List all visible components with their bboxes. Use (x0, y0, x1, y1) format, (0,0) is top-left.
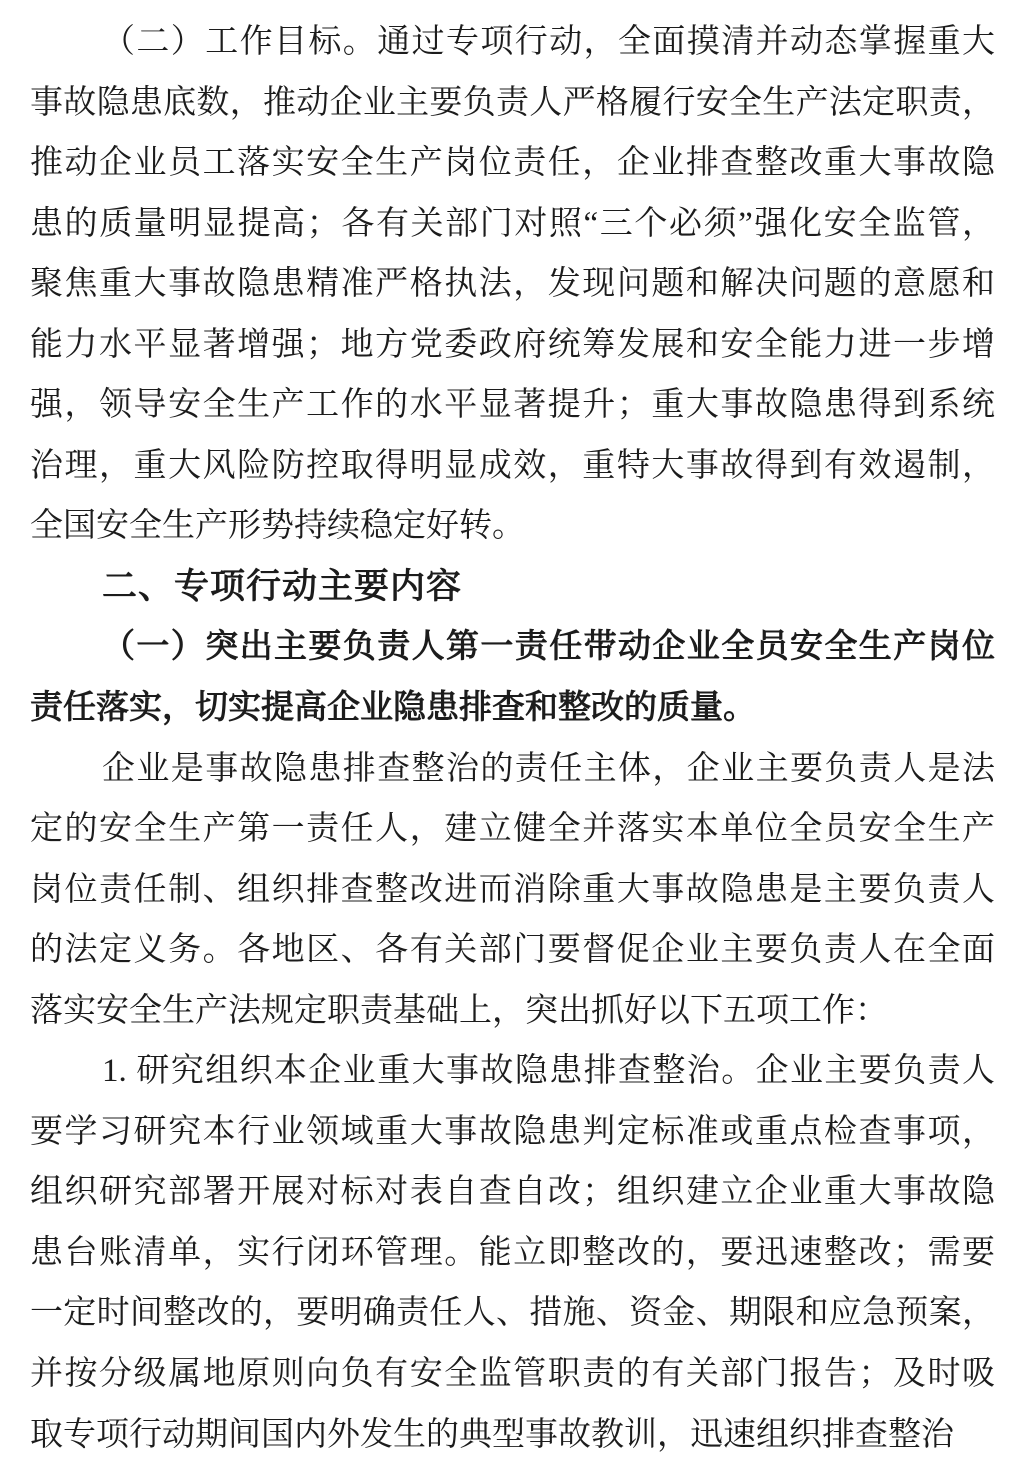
paragraph (30, 739, 995, 1042)
paragraph (30, 12, 995, 557)
paragraph-body-line: （二）工作目标。通过专项行动，全面摸清并动态掌握重大 (102, 24, 995, 60)
paragraph-body-line: 强，领导安全生产工作的水平显著提升；重大事故隐患得到系统 (30, 387, 995, 424)
section-heading (30, 557, 995, 618)
subsection-heading-line: （一）突出主要负责人第一责任带动企业全员安全生产岗位 (102, 629, 995, 666)
paragraph-body-line: 全国安全生产形势持续稳定好转。 (30, 508, 525, 545)
paragraph-body-line: 一定时间整改的，要明确责任人、措施、资金、期限和应急预案， (30, 1295, 995, 1332)
paragraph-body-line: 能力水平显著增强；地方党委政府统筹发展和安全能力进一步增 (30, 326, 995, 363)
paragraph-body-line: 岗位责任制、组织排查整改进而消除重大事故隐患是主要负责人 (30, 871, 995, 908)
paragraph-body-line: 要学习研究本行业领域重大事故隐患判定标准或重点检查事项， (30, 1113, 995, 1150)
paragraph-body-line: 的法定义务。各地区、各有关部门要督促企业主要负责人在全面 (30, 932, 995, 969)
paragraph-body-line: 事故隐患底数，推动企业主要负责人严格履行安全生产法定职责， (30, 84, 995, 121)
paragraph-body-line: 取专项行动期间国内外发生的典型事故教训，迅速组织排查整治 (30, 1416, 954, 1453)
paragraph-body-line: 患的质量明显提高；各有关部门对照“三个必须”强化安全监管， (30, 205, 995, 242)
subsection-heading-line: 责任落实，切实提高企业隐患排查和整改的质量。 (30, 690, 756, 727)
paragraph-body-line: 1. 研究组织本企业重大事故隐患排查整治。企业主要负责人 (102, 1053, 995, 1090)
paragraph-body-line: 治理，重大风险防控取得明显成效，重特大事故得到有效遏制， (30, 447, 995, 484)
paragraph (30, 1041, 995, 1465)
paragraph-body-line: 患台账清单，实行闭环管理。能立即整改的，要迅速整改；需要 (30, 1234, 995, 1271)
section-heading-line: 二、专项行动主要内容 (102, 566, 463, 606)
paragraph-body-line: 聚焦重大事故隐患精准严格执法，发现问题和解决问题的意愿和 (30, 266, 995, 303)
subsection-heading (30, 617, 995, 738)
paragraph-body-line: 落实安全生产法规定职责基础上，突出抓好以下五项工作： (30, 992, 888, 1029)
paragraph-body-line: 定的安全生产第一责任人，建立健全并落实本单位全员安全生产 (30, 811, 995, 848)
document-body (30, 12, 995, 1465)
paragraph-body-line: 并按分级属地原则向负有安全监管职责的有关部门报告；及时吸 (30, 1356, 995, 1393)
paragraph-body-line: 企业是事故隐患排查整治的责任主体，企业主要负责人是法 (102, 750, 995, 787)
paragraph-body-line: 推动企业员工落实安全生产岗位责任，企业排查整改重大事故隐 (30, 145, 995, 182)
paragraph-body-line: 组织研究部署开展对标对表自查自改；组织建立企业重大事故隐 (30, 1174, 995, 1211)
